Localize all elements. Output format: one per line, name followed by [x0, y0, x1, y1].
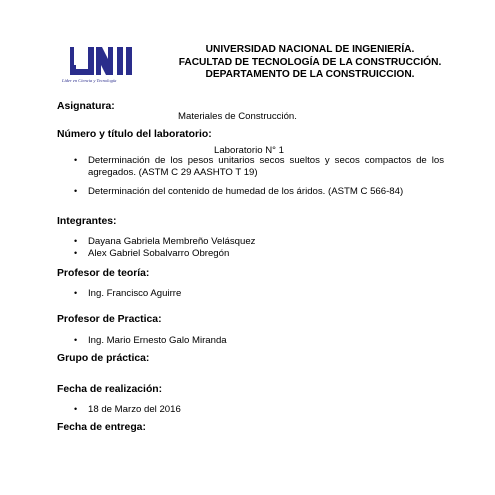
profesor-practica-name: Ing. Mario Ernesto Galo Miranda [88, 335, 227, 346]
list-item [74, 248, 444, 260]
list-item [74, 186, 444, 198]
laboratorio-number: Laboratorio N° 1 [214, 145, 284, 156]
grupo-label: Grupo de práctica: [57, 353, 150, 364]
bullet-icon: • [74, 155, 78, 165]
list-item [74, 335, 444, 347]
institution-header [150, 44, 470, 82]
bullet-icon: • [74, 248, 78, 258]
laboratorio-item-2: Determinación del contenido de humedad de los áridos. (ASTM C 566-84) [88, 186, 404, 197]
integrantes-label: Integrantes: [57, 216, 117, 227]
laboratorio-label: Número y título del laboratorio: [57, 129, 212, 140]
asignatura-value: Materiales de Construcción. [178, 111, 297, 122]
university-logo-icon [70, 45, 132, 81]
bullet-icon: • [74, 236, 78, 246]
integrante-2: Alex Gabriel Sobalvarro Obregón [88, 248, 230, 259]
list-item [74, 236, 444, 248]
profesor-practica-label: Profesor de Practica: [57, 314, 162, 325]
header-department: DEPARTAMENTO DE LA CONSTRUICCION. [205, 69, 415, 80]
logo-tagline: Líder en Ciencia y Tecnología [62, 78, 117, 83]
header-university: UNIVERSIDAD NACIONAL DE INGENIERÍA. [205, 44, 415, 55]
fecha-entrega-label: Fecha de entrega: [57, 422, 146, 433]
header-faculty: FACULTAD DE TECNOLOGÍA DE LA CONSTRUCCIÓN. [178, 56, 442, 68]
fecha-realizacion-value: 18 de Marzo del 2016 [88, 404, 181, 415]
laboratorio-item-1: Determinación de los pesos unitarios secos sueltos y secos compactos de los agregados. (ASTM C 29 AASHTO T 19) [88, 155, 444, 178]
integrante-1: Dayana Gabriela Membreño Velásquez [88, 236, 256, 247]
bullet-icon: • [74, 186, 78, 196]
list-item [74, 288, 444, 300]
bullet-icon: • [74, 335, 78, 345]
bullet-icon: • [74, 288, 78, 298]
fecha-realizacion-label: Fecha de realización: [57, 384, 163, 395]
list-item [74, 155, 444, 178]
asignatura-label: Asignatura: [57, 101, 115, 112]
profesor-teoria-name: Ing. Francisco Aguirre [88, 288, 182, 299]
profesor-teoria-label: Profesor de teoría: [57, 268, 150, 279]
list-item [74, 404, 444, 416]
bullet-icon: • [74, 404, 78, 414]
